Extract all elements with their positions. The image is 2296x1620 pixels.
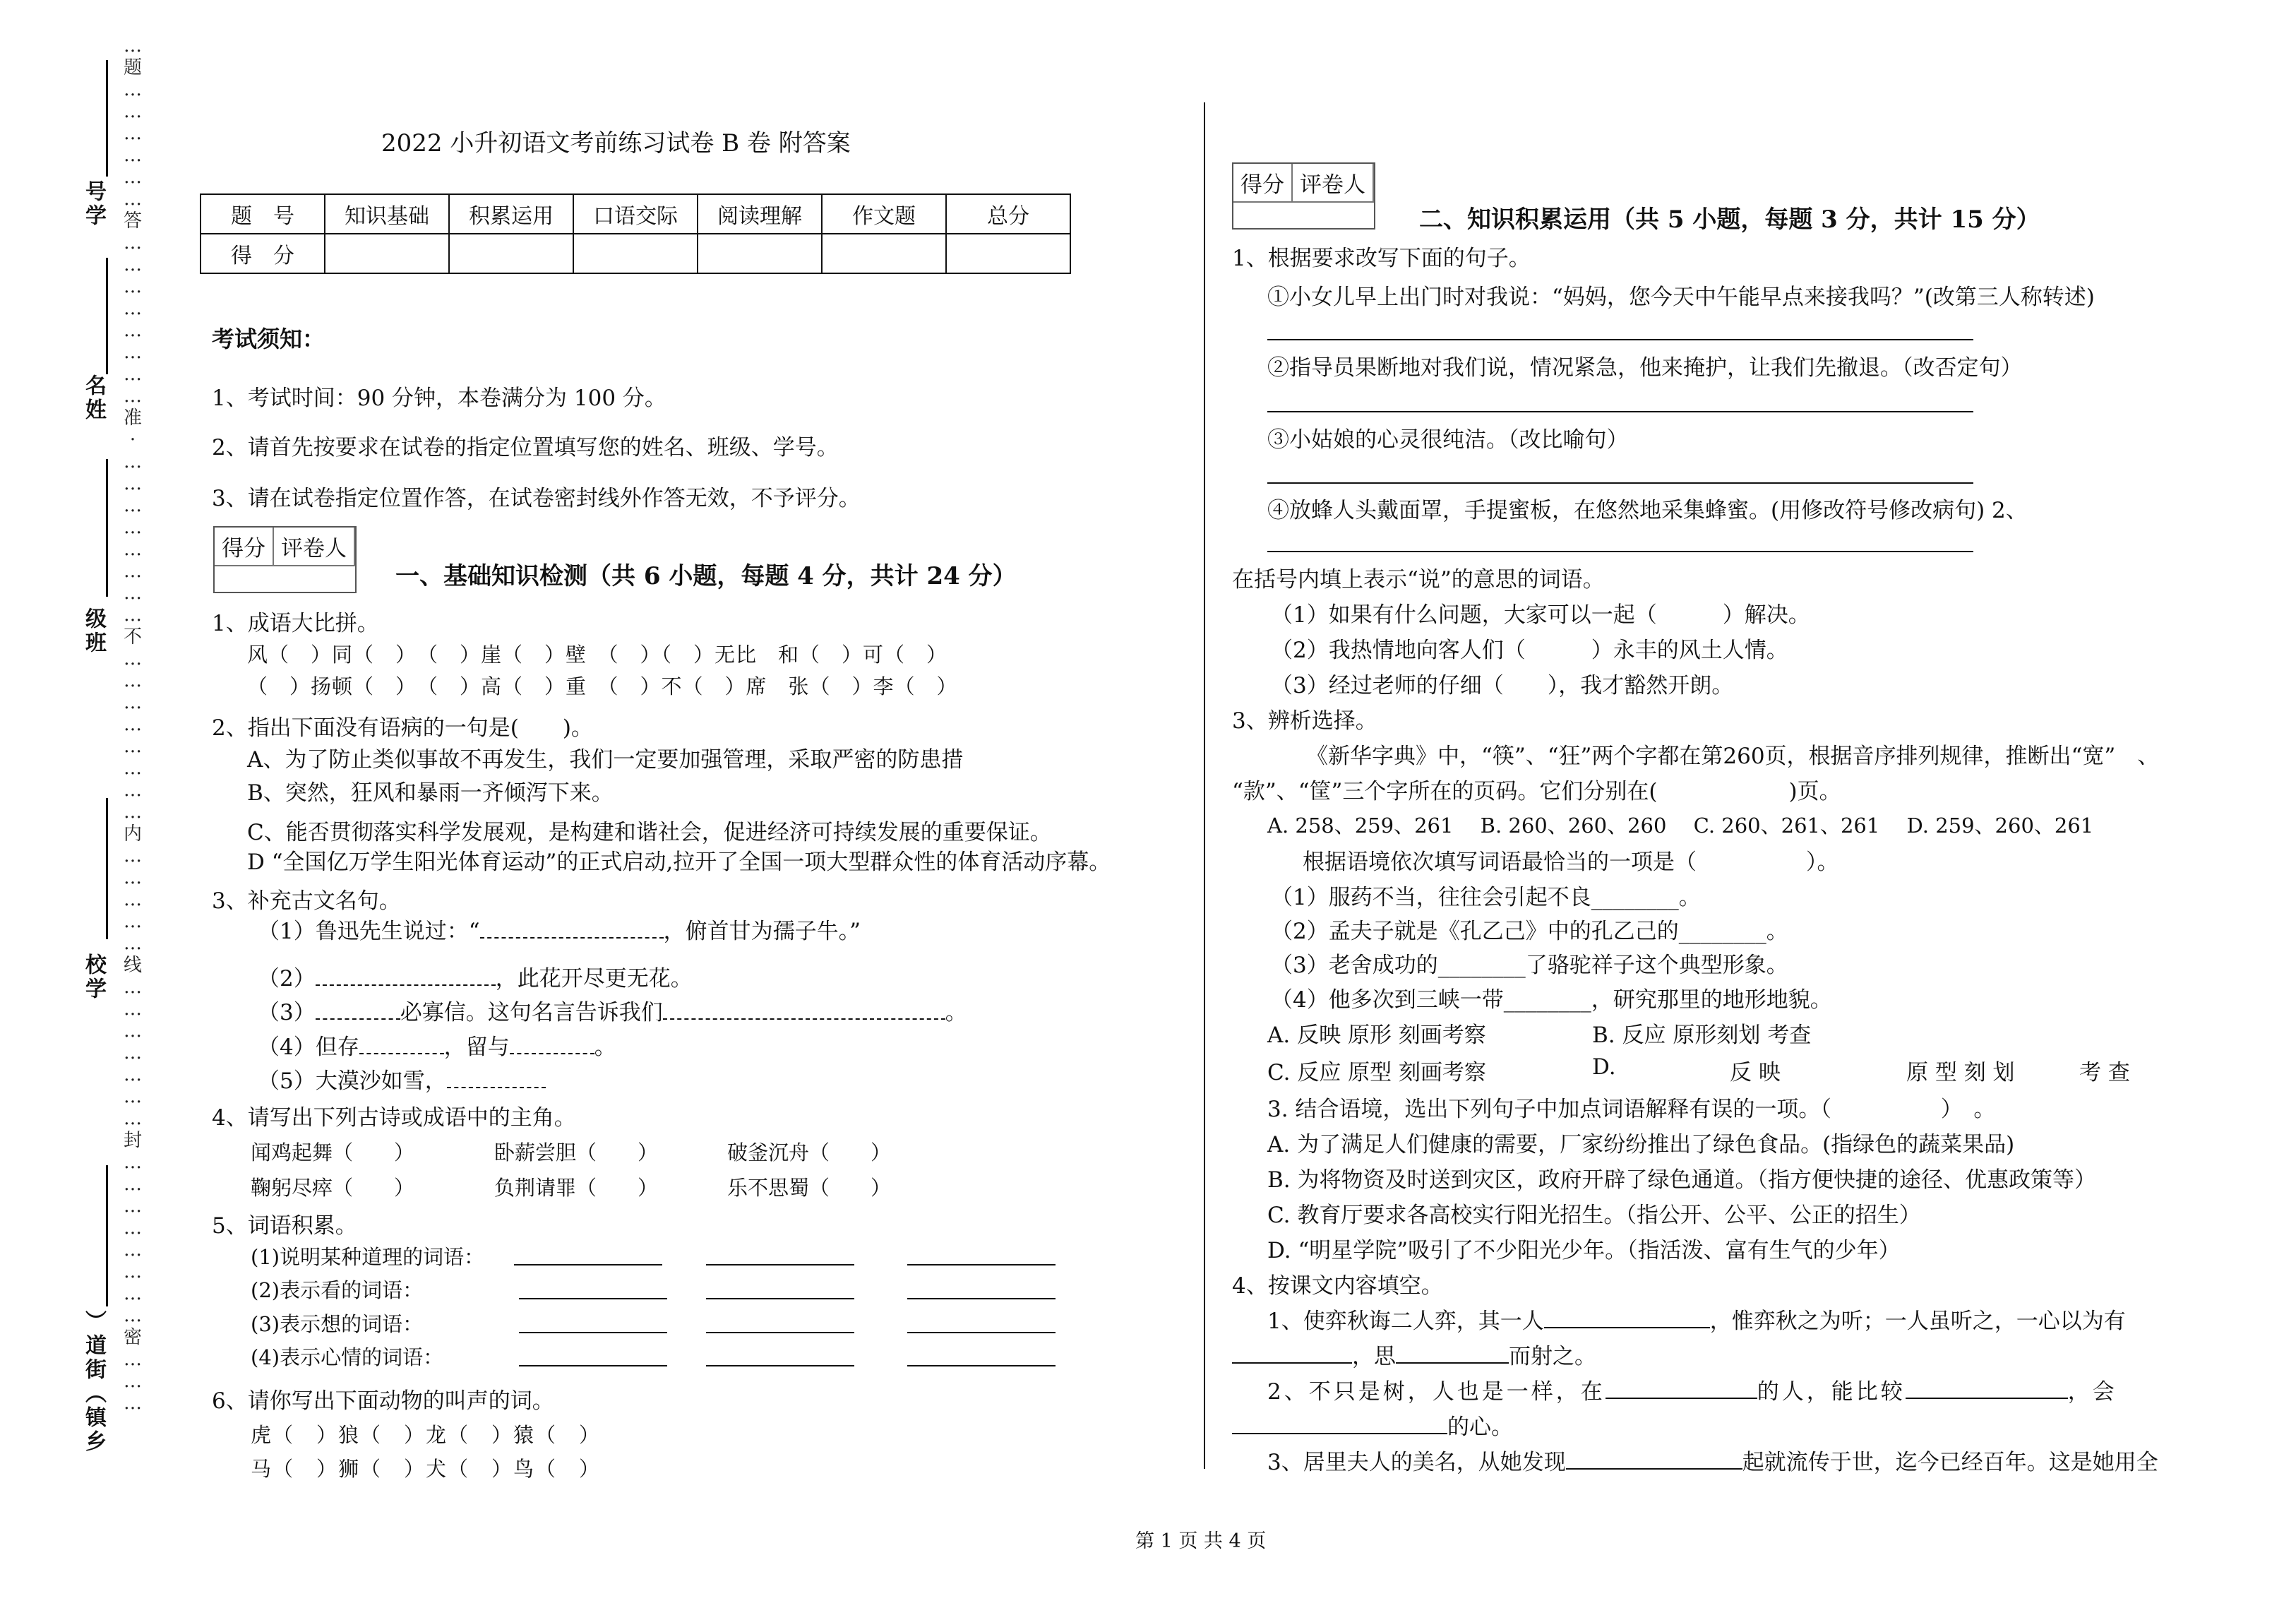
stamp-grader-label: 评卷人	[274, 528, 355, 565]
score-header-cell: 口语交际	[573, 194, 698, 234]
answer-line[interactable]	[519, 1365, 667, 1366]
s2-q3b-option-c: C. 反应 原型 刻画考察	[1267, 1060, 1487, 1085]
answer-line[interactable]	[706, 1332, 854, 1333]
s2-q4-item2-cont: 的心。	[1232, 1409, 1513, 1441]
notice-item: 1、考试时间：90 分钟，本卷满分为 100 分。	[212, 386, 666, 411]
score-cell[interactable]	[698, 234, 822, 273]
margin-label-student-id: 号学	[81, 180, 106, 228]
answer-line[interactable]	[514, 1264, 662, 1265]
s1-q3-item2: （2） ，此花开尽更无花。	[258, 966, 693, 991]
s2-q2-item1: （1）如果有什么问题，大家可以一起（ ）解决。	[1271, 602, 1810, 628]
s1-q3-item4: （4）但存 ，留与 。	[258, 1035, 616, 1060]
s2-q3b-item3: （3）老舍成功的________了骆驼祥子这个典型形象。	[1271, 953, 1788, 978]
blank[interactable]	[1566, 1468, 1742, 1470]
s2-q3c-option-d: D. “明星学院”吸引了不少阳光少年。（指活泼、富有生气的少年）	[1267, 1238, 1901, 1263]
s1-q4-item: 破釜沉舟（ ）	[727, 1140, 892, 1165]
s2-q3: 3、辨析选择。	[1232, 708, 1377, 734]
s1-q6: 6、请你写出下面动物的叫声的词。	[212, 1388, 554, 1414]
page-footer: 第 1 页 共 4 页	[1135, 1530, 1267, 1552]
stamp-score-label: 得分	[215, 528, 274, 565]
s1-q6-row1: 虎（ ）狼（ ）龙（ ）猿（ ）	[251, 1423, 602, 1447]
s1-q4: 4、请写出下列古诗或成语中的主角。	[212, 1105, 576, 1131]
score-cell[interactable]	[325, 234, 449, 273]
s2-q2: 在括号内填上表示“说”的意思的词语。	[1232, 567, 1605, 592]
answer-line[interactable]	[519, 1298, 667, 1299]
blank[interactable]	[1606, 1398, 1757, 1399]
score-header-cell: 总分	[946, 194, 1070, 234]
s2-q1-item4: ④放蜂人头戴面罩，手提蜜板，在悠然地采集蜂蜜。(用修改符号修改病句) 2、	[1267, 498, 2028, 523]
answer-line[interactable]	[706, 1264, 854, 1265]
margin-rule	[106, 1165, 108, 1306]
s2-q3b: 根据语境依次填写词语最恰当的一项是（ ）。	[1303, 850, 1839, 875]
margin-label-school: 校学	[81, 953, 106, 1001]
s2-q3c-option-a: A. 为了满足人们健康的需要，厂家纷纷推出了绿色食品。(指绿色的蔬菜果品)	[1267, 1132, 2015, 1157]
s2-q1-item3: ③小姑娘的心灵很纯洁。（改比喻句）	[1267, 427, 1629, 453]
s1-q4-item: 闻鸡起舞（ ）	[251, 1140, 415, 1165]
blank[interactable]	[663, 1018, 945, 1020]
answer-line[interactable]	[1267, 551, 1973, 552]
s1-q3: 3、补充古文名句。	[212, 888, 401, 914]
s2-q3c-option-b: B. 为将物资及时送到灾区，政府开辟了绿色通道。（指方便快捷的途径、优惠政策等）	[1267, 1167, 2096, 1193]
blank[interactable]	[480, 937, 664, 939]
blank[interactable]	[1906, 1398, 2068, 1399]
s1-q2-option-c: C、能否贯彻落实科学发展观，是构建和谐社会，促进经济可持续发展的重要保证。	[247, 820, 1052, 845]
section2-title: 二、知识积累运用（共 5 小题，每题 3 分，共计 15 分）	[1419, 206, 2040, 234]
s1-q3-item3: （3） 必寡信。这句名言告诉我们 。	[258, 1000, 967, 1025]
answer-line[interactable]	[907, 1264, 1056, 1265]
section1-title: 一、基础知识检测（共 6 小题，每题 4 分，共计 24 分）	[395, 562, 1017, 590]
blank[interactable]	[316, 1018, 400, 1020]
blank[interactable]	[1232, 1362, 1352, 1364]
s2-q3b-option-d-part: 考 查	[2079, 1060, 2130, 1085]
s1-q3-item1: （1）鲁迅先生说过：“ ，俯首甘为孺子牛。”	[258, 919, 861, 944]
answer-line[interactable]	[519, 1332, 667, 1333]
score-table-score-row	[201, 234, 1070, 273]
stamp-blank-row[interactable]	[1233, 201, 1374, 228]
s1-q2-option-d: D “全国亿万学生阳光体育运动”的正式启动,拉开了全国一项大型群众性的体育活动序幕。	[247, 850, 1111, 875]
s2-q3b-option-d: D.	[1592, 1054, 1616, 1080]
s1-q2-option-a: A、为了防止类似事故不再发生，我们一定要加强管理，采取严密的防患措	[247, 747, 964, 773]
s1-q4-item: 鞠躬尽瘁（ ）	[251, 1176, 415, 1200]
answer-line[interactable]	[1267, 482, 1973, 484]
margin-label-name: 名姓	[81, 374, 106, 422]
score-cell[interactable]	[573, 234, 698, 273]
s2-q3b-item4: （4）他多次到三峡一带________，研究那里的地形地貌。	[1271, 987, 1832, 1013]
s2-q2-item3: （3）经过老师的仔细（ ），我才豁然开朗。	[1271, 673, 1734, 698]
s2-q4: 4、按课文内容填空。	[1232, 1273, 1443, 1299]
s2-q3b-option-d-part: 原 型 刻 划	[1906, 1060, 2015, 1085]
blank[interactable]	[316, 984, 496, 986]
s2-q3b-item2: （2）孟夫子就是《孔乙己》中的孔乙己的________。	[1271, 919, 1788, 944]
s2-q4-item2: 2、不只是树，人也是一样，在 的人，能比较 ，会	[1267, 1379, 2117, 1405]
score-header-cell: 题 号	[201, 194, 325, 234]
s1-q1-row1: 风（ ）同（ ） （ ）崖（ ）壁 （ ）（ ）无比 和（ ）可（ ）	[247, 643, 948, 667]
answer-line[interactable]	[706, 1365, 854, 1366]
s2-q1: 1、根据要求改写下面的句子。	[1232, 246, 1531, 271]
s2-q1-item2: ②指导员果断地对我们说，情况紧急，他来掩护，让我们先撤退。（改否定句）	[1267, 355, 2023, 381]
s1-q5-item: (2)表示看的词语：	[251, 1278, 424, 1302]
s2-q2-item2: （2）我热情地向客人们（ ）永丰的风土人情。	[1271, 638, 1788, 663]
margin-label-township: ）道街（镇乡	[81, 1310, 106, 1454]
score-header-cell: 知识基础	[325, 194, 449, 234]
s1-q4-item: 负荆请罪（ ）	[494, 1176, 659, 1200]
s2-q3b-option-a: A. 反映 原形 刻画考察	[1267, 1023, 1486, 1048]
s1-q5-item: (3)表示想的词语：	[251, 1312, 424, 1336]
stamp-score-label: 得分	[1233, 164, 1293, 201]
grader-stamp	[1232, 162, 1375, 230]
answer-line[interactable]	[907, 1298, 1056, 1299]
blank[interactable]	[447, 1087, 546, 1088]
margin-rule	[106, 798, 108, 939]
stamp-grader-label: 评卷人	[1293, 164, 1374, 201]
notice-item: 2、请首先按要求在试卷的指定位置填写您的姓名、班级、学号。	[212, 435, 839, 460]
blank[interactable]	[1396, 1362, 1509, 1364]
fold-line-dots: … 题 … … … … … … 答 … … … … … … … … 准 · … … … … … … … … 不 … … … … … … … … 内 … … … … … 线 … … … … … … … 封 … … … … … … … … 密 … … …	[123, 35, 142, 1414]
s1-q6-row2: 马（ ）狮（ ）犬（ ）鸟（ ）	[251, 1457, 602, 1481]
s2-q3b-item1: （1）服药不当，往往会引起不良________。	[1271, 885, 1701, 910]
answer-line[interactable]	[907, 1332, 1056, 1333]
s2-q3-para1: 《新华字典》中，“筷”、“狂”两个字都在第260页，根据音序排列规律，推断出“宽” 、	[1306, 744, 2160, 769]
s2-q3b-option-b: B. 反应 原形刻划 考查	[1592, 1023, 1812, 1048]
margin-label-class: 级班	[81, 607, 106, 655]
score-table-header-row	[201, 194, 1070, 234]
s1-q5-item: (1)说明某种道理的词语：	[251, 1245, 485, 1269]
s2-q1-item1: ①小女儿早上出门时对我说：“妈妈，您今天中午能早点来接我吗？”(改第三人称转述)	[1267, 285, 2095, 310]
answer-line[interactable]	[706, 1298, 854, 1299]
s1-q1: 1、成语大比拼。	[212, 611, 379, 636]
s2-q4-item1-cont: ，思 而射之。	[1232, 1338, 1596, 1370]
s1-q4-item: 卧薪尝胆（ ）	[494, 1140, 659, 1165]
margin-rule	[106, 60, 108, 177]
blank[interactable]	[359, 1053, 444, 1054]
answer-line[interactable]	[1267, 411, 1973, 412]
score-cell[interactable]	[449, 234, 573, 273]
column-divider	[1204, 102, 1205, 1469]
s2-q4-item3: 3、居里夫人的美名，从她发现 起就流传于世，迄今已经百年。这是她用全	[1267, 1450, 2158, 1475]
score-cell[interactable]	[946, 234, 1070, 273]
s2-q3c-option-c: C. 教育厅要求各高校实行阳光招生。（指公开、公平、公正的招生）	[1267, 1203, 1921, 1228]
score-cell[interactable]	[822, 234, 946, 273]
stamp-blank-row[interactable]	[215, 565, 355, 592]
answer-line[interactable]	[907, 1365, 1056, 1366]
s1-q5: 5、词语积累。	[212, 1213, 357, 1239]
margin-rule	[106, 459, 108, 597]
page-title: 2022 小升初语文考前练习试卷 B 卷 附答案	[381, 129, 851, 157]
score-row-label: 得 分	[201, 234, 325, 273]
s2-q3-para2: “款”、“筐”三个字所在的页码。它们分别在( )页。	[1232, 779, 1841, 804]
s2-q3-options: A. 258、259、261 B. 260、260、260 C. 260、261、261 D. 259、260、261	[1267, 814, 2094, 838]
blank[interactable]	[1232, 1433, 1447, 1434]
score-table	[200, 193, 1071, 274]
s1-q2-option-b: B、突然，狂风和暴雨一齐倾泻下来。	[247, 780, 614, 806]
margin-rule	[106, 258, 108, 374]
blank[interactable]	[1544, 1327, 1710, 1328]
s2-q3c: 3. 结合语境，选出下列句子中加点词语解释有误的一项。（ ） 。	[1267, 1097, 1996, 1122]
notice-item: 3、请在试卷指定位置作答，在试卷密封线外作答无效，不予评分。	[212, 486, 861, 511]
s1-q4-item: 乐不思蜀（ ）	[727, 1176, 892, 1200]
score-header-cell: 阅读理解	[698, 194, 822, 234]
score-header-cell: 作文题	[822, 194, 946, 234]
s1-q5-item: (4)表示心情的词语：	[251, 1345, 444, 1369]
s1-q3-item5: （5）大漠沙如雪，	[258, 1063, 546, 1095]
blank[interactable]	[510, 1053, 594, 1054]
notice-heading: 考试须知：	[212, 326, 325, 352]
grader-stamp	[213, 526, 357, 593]
s1-q1-row2: （ ）扬顿（ ） （ ）高（ ）重 （ ）不（ ）席 张（ ）李（ ）	[247, 674, 958, 698]
s2-q4-item1: 1、使弈秋诲二人弈，其一人 ，惟弈秋之为听；一人虽听之，一心以为有	[1267, 1309, 2126, 1334]
s2-q3b-option-d-part: 反 映	[1730, 1060, 1781, 1085]
answer-line[interactable]	[1267, 339, 1973, 340]
score-header-cell: 积累运用	[449, 194, 573, 234]
s1-q2: 2、指出下面没有语病的一句是( )。	[212, 715, 593, 741]
